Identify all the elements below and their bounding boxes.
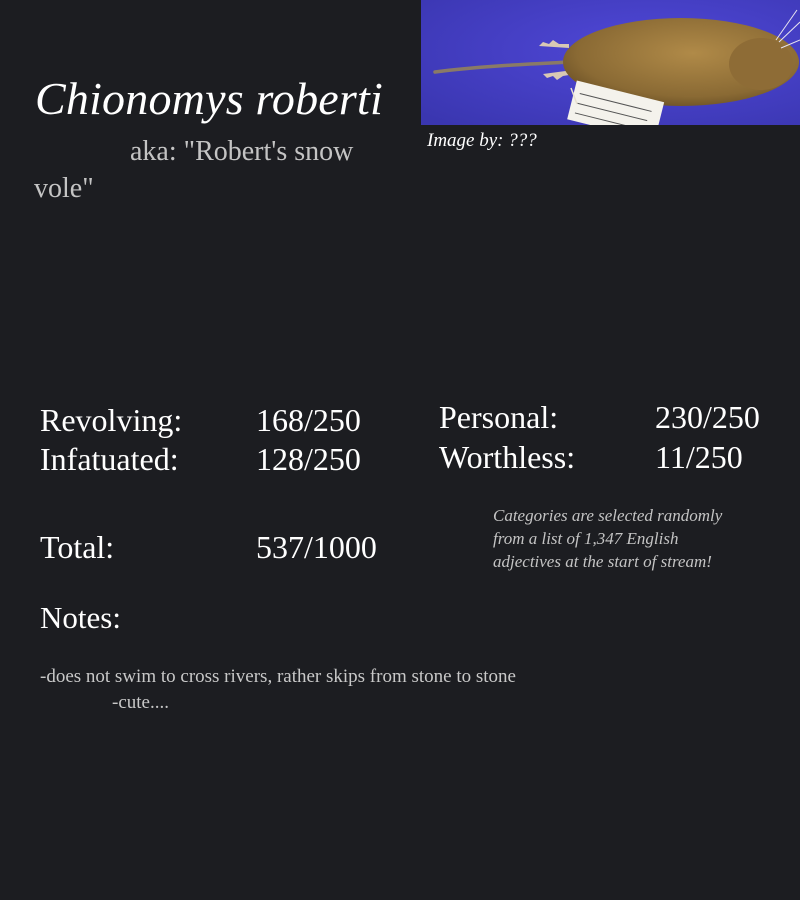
stat-value-infatuated: 128/250 [256, 441, 361, 477]
stat-value-revolving: 168/250 [256, 402, 361, 438]
stat-label-total: Total: [40, 529, 115, 565]
notes-body [40, 664, 520, 716]
categories-note: Categories are selected randomly from a list of 1,347 English adjectives at the start of stream! [493, 506, 723, 571]
stat-label-worthless: Worthless: [439, 439, 576, 475]
stat-label-infatuated: Infatuated: [40, 441, 179, 477]
species-title: Chionomys roberti [35, 73, 383, 124]
stat-value-total: 537/1000 [256, 529, 377, 565]
stat-value-worthless: 11/250 [655, 439, 743, 475]
notes-heading: Notes: [40, 600, 121, 635]
note-line-cute: -cute.... [112, 692, 169, 713]
image-credit: Image by: ??? [427, 130, 537, 151]
stat-value-personal: 230/250 [655, 399, 760, 435]
note-line-rivers: -does not swim to cross rivers, rather skips from stone to stone [40, 666, 516, 687]
stat-label-revolving: Revolving: [40, 402, 183, 438]
common-name: aka: "Robert's snow vole" [34, 136, 354, 204]
stat-label-personal: Personal: [439, 399, 559, 435]
specimen-photo [421, 0, 800, 125]
